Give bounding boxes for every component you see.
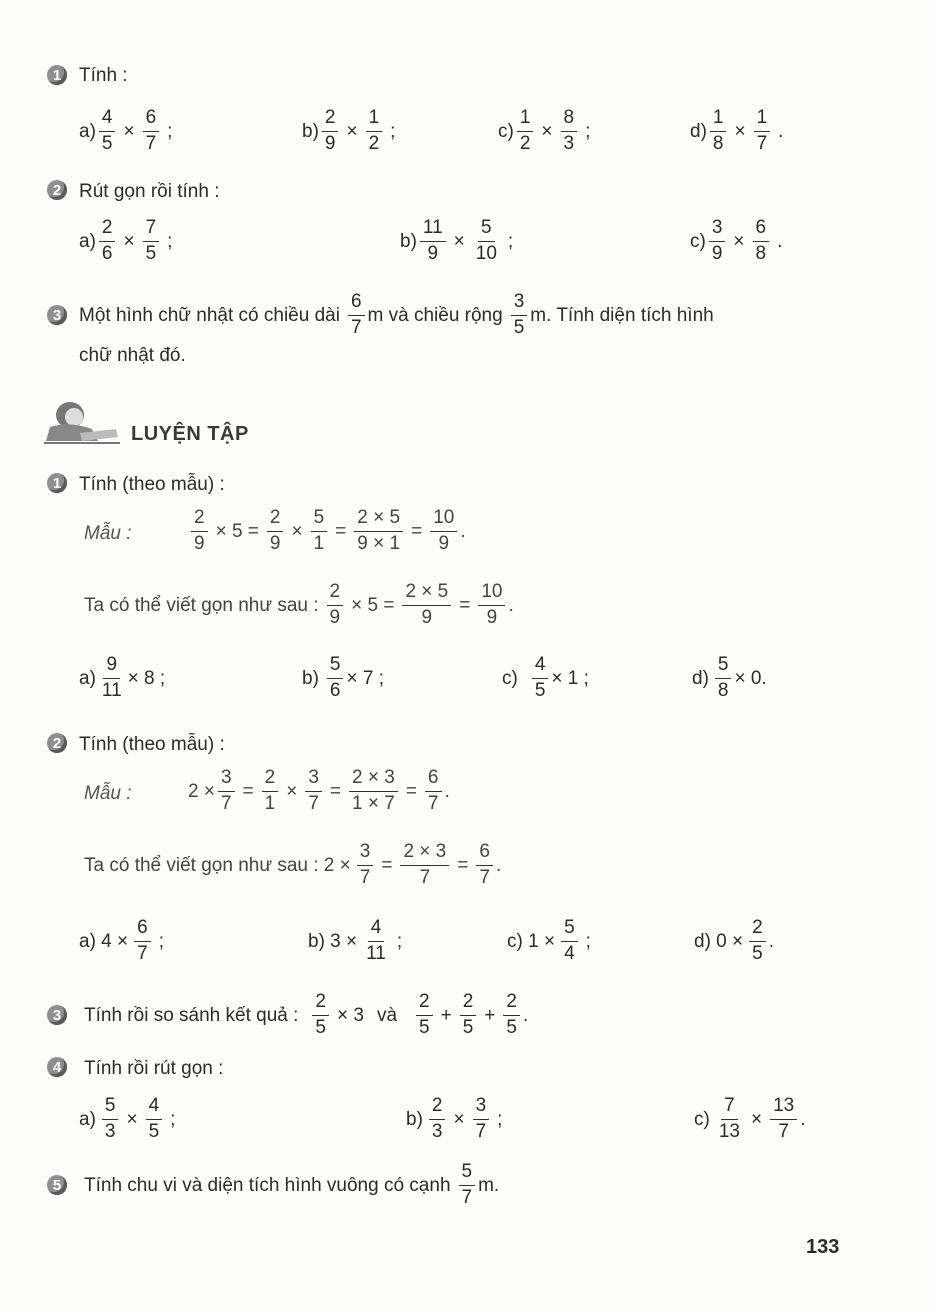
fraction: $\frac{5}{1}$ [311,508,328,555]
fraction: $\frac{2}{9}$ [191,508,208,555]
fraction: $\frac{7}{13}$ [718,1095,740,1142]
fraction: $\frac{2 \times 5}{9 \times 1}$ [354,508,403,555]
exercise-number-badge: 1 [47,473,67,493]
section-title: LUYỆN TẬP [131,423,249,445]
fraction: $\frac{2}{9}$ [267,508,284,555]
fraction: $\frac{10}{9}$ [478,582,505,629]
fraction: $\frac{2}{5}$ [416,992,433,1039]
practice-1-title: Tính (theo mẫu) : [79,474,225,495]
fraction: $\frac{5}{6}$ [327,655,344,702]
fraction: $\frac{6}{7}$ [476,842,493,889]
exercise-number-badge: 3 [47,1005,67,1025]
fraction: $\frac{2 \times 3}{7}$ [400,842,449,889]
practice-4-title: Tính rồi rút gọn : [84,1058,224,1079]
practice-4c: c) $\frac{7}{13}$ × $\frac{13}{7}$ . [694,1095,806,1142]
fraction: $\frac{5}{8}$ [715,655,732,702]
practice-2-example: 2 × $\frac{3}{7}$ = $\frac{2}{1}$ × $\frac{3}{7}$ = $\frac{2 \times 3}{1 \times 7}$ = $\frac{6}{7}$ . [188,767,450,814]
fraction: $\frac{6}{7}$ [134,918,151,965]
fraction: $\frac{2}{5}$ [312,992,329,1039]
fraction: $\frac{7}{5}$ [143,218,160,265]
fraction: $\frac{4}{5}$ [532,655,549,702]
exercise-1-title: Tính : [79,65,128,86]
example-label: Mẫu : [84,523,132,544]
practice-2-title: Tính (theo mẫu) : [79,734,225,755]
fraction: $\frac{4}{11}$ [366,917,386,964]
exercise-3-text-line2: chữ nhật đó. [79,345,186,366]
fraction: $\frac{10}{9}$ [430,508,457,555]
fraction: $\frac{5}{10}$ [475,217,497,264]
exercise-number-badge: 2 [47,180,67,200]
exercise-2-title: Rút gọn rồi tính : [79,181,220,202]
fraction: $\frac{6}{7}$ [348,292,365,339]
fraction: $\frac{5}{7}$ [459,1162,476,1209]
exercise-number-badge: 5 [47,1175,67,1195]
example-label: Mẫu : [84,783,132,804]
fraction: $\frac{1}{2}$ [517,108,534,155]
fraction: $\frac{2}{5}$ [749,918,766,965]
practice-1a: a) $\frac{9}{11}$ × 8 ; [79,654,166,701]
fraction: $\frac{3}{5}$ [511,292,528,339]
practice-3: Tính rồi so sánh kết quả : $\frac{2}{5}$ × 3 và $\frac{2}{5}$ + $\frac{2}{5}$ + $\frac{2}{5}$ . [84,991,529,1038]
practice-1-example: $\frac{2}{9}$ × 5 = $\frac{2}{9}$ × $\frac{5}{1}$ = $\frac{2 \times 5}{9 \times 1}$ = $\frac{10}{9}$ . [188,508,466,555]
fraction: $\frac{2}{9}$ [322,108,339,155]
practice-5: Tính chu vi và diện tích hình vuông có cạnh $\frac{5}{7}$ m. [84,1161,500,1208]
exercise-1b: b) $\frac{2}{9}$ × $\frac{1}{2}$ ; [302,107,396,154]
fraction: $\frac{2}{3}$ [429,1096,446,1143]
reading-girl-illustration [40,397,120,447]
exercise-number-badge: 4 [47,1057,67,1077]
fraction: $\frac{6}{8}$ [753,218,770,265]
fraction: $\frac{1}{7}$ [754,108,771,155]
exercise-number-badge: 3 [47,305,67,325]
practice-2d: d) 0 × $\frac{2}{5}$ . [694,917,774,964]
fraction: $\frac{2 \times 3}{1 \times 7}$ [349,768,398,815]
practice-1d: d) $\frac{5}{8}$ × 0. [692,654,767,701]
practice-2c: c) 1 × $\frac{5}{4}$ ; [507,917,591,964]
practice-1-short-form: Ta có thể viết gọn như sau : $\frac{2}{9}$ × 5 = $\frac{2 \times 5}{9}$ = $\frac{10}{9}$ . [84,581,514,628]
fraction: $\frac{3}{9}$ [709,218,726,265]
fraction: $\frac{3}{7}$ [218,768,235,815]
fraction: $\frac{1}{8}$ [710,108,727,155]
fraction: $\frac{2}{1}$ [262,768,279,815]
fraction: $\frac{2}{9}$ [327,582,344,629]
fraction: $\frac{4}{5}$ [146,1096,163,1143]
fraction: $\frac{1}{2}$ [366,108,383,155]
practice-2b: b) 3 × $\frac{4}{11}$ ; [308,917,403,964]
exercise-number-badge: 1 [47,65,67,85]
fraction: $\frac{2}{5}$ [460,992,477,1039]
fraction: $\frac{2}{5}$ [503,992,520,1039]
fraction: $\frac{8}{3}$ [561,108,578,155]
fraction: $\frac{3}{7}$ [473,1096,490,1143]
exercise-1a: a) $\frac{4}{5}$ × $\frac{6}{7}$ ; [79,107,173,154]
fraction: $\frac{3}{7}$ [357,842,374,889]
exercise-2c: c) $\frac{3}{9}$ × $\frac{6}{8}$ . [690,217,783,264]
practice-4b: b) $\frac{2}{3}$ × $\frac{3}{7}$ ; [406,1095,503,1142]
fraction: $\frac{2 \times 5}{9}$ [402,582,451,629]
fraction: $\frac{6}{7}$ [425,768,442,815]
exercise-3-text: Một hình chữ nhật có chiều dài $\frac{6}{7}$ m và chiều rộng $\frac{3}{5}$ m. Tính diện tích hình [79,291,714,338]
practice-1b: b) $\frac{5}{6}$ × 7 ; [302,654,384,701]
fraction: $\frac{6}{7}$ [143,108,160,155]
fraction: $\frac{3}{7}$ [305,768,322,815]
practice-4a: a) $\frac{5}{3}$ × $\frac{4}{5}$ ; [79,1095,176,1142]
fraction: $\frac{13}{7}$ [770,1096,797,1143]
exercise-1d: d) $\frac{1}{8}$ × $\frac{1}{7}$ . [690,107,784,154]
fraction: $\frac{5}{4}$ [561,918,578,965]
practice-2a: a) 4 × $\frac{6}{7}$ ; [79,917,164,964]
exercise-2a: a) $\frac{2}{6}$ × $\frac{7}{5}$ ; [79,217,173,264]
fraction: $\frac{11}{9}$ [420,218,446,265]
fraction: $\frac{9}{11}$ [101,654,122,701]
practice-1c: c) $\frac{4}{5}$ × 1 ; [502,654,589,701]
fraction: $\frac{5}{3}$ [102,1096,119,1143]
practice-2-short-form: Ta có thể viết gọn như sau : 2 × $\frac{3}{7}$ = $\frac{2 \times 3}{7}$ = $\frac{6}{7}$ . [84,841,502,888]
fraction: $\frac{4}{5}$ [99,108,116,155]
fraction: $\frac{2}{6}$ [99,218,116,265]
exercise-number-badge: 2 [47,733,67,753]
exercise-2b: b) $\frac{11}{9}$ × $\frac{5}{10}$ ; [400,217,514,264]
exercise-1c: c) $\frac{1}{2}$ × $\frac{8}{3}$ ; [498,107,591,154]
page-number: 133 [806,1236,840,1258]
